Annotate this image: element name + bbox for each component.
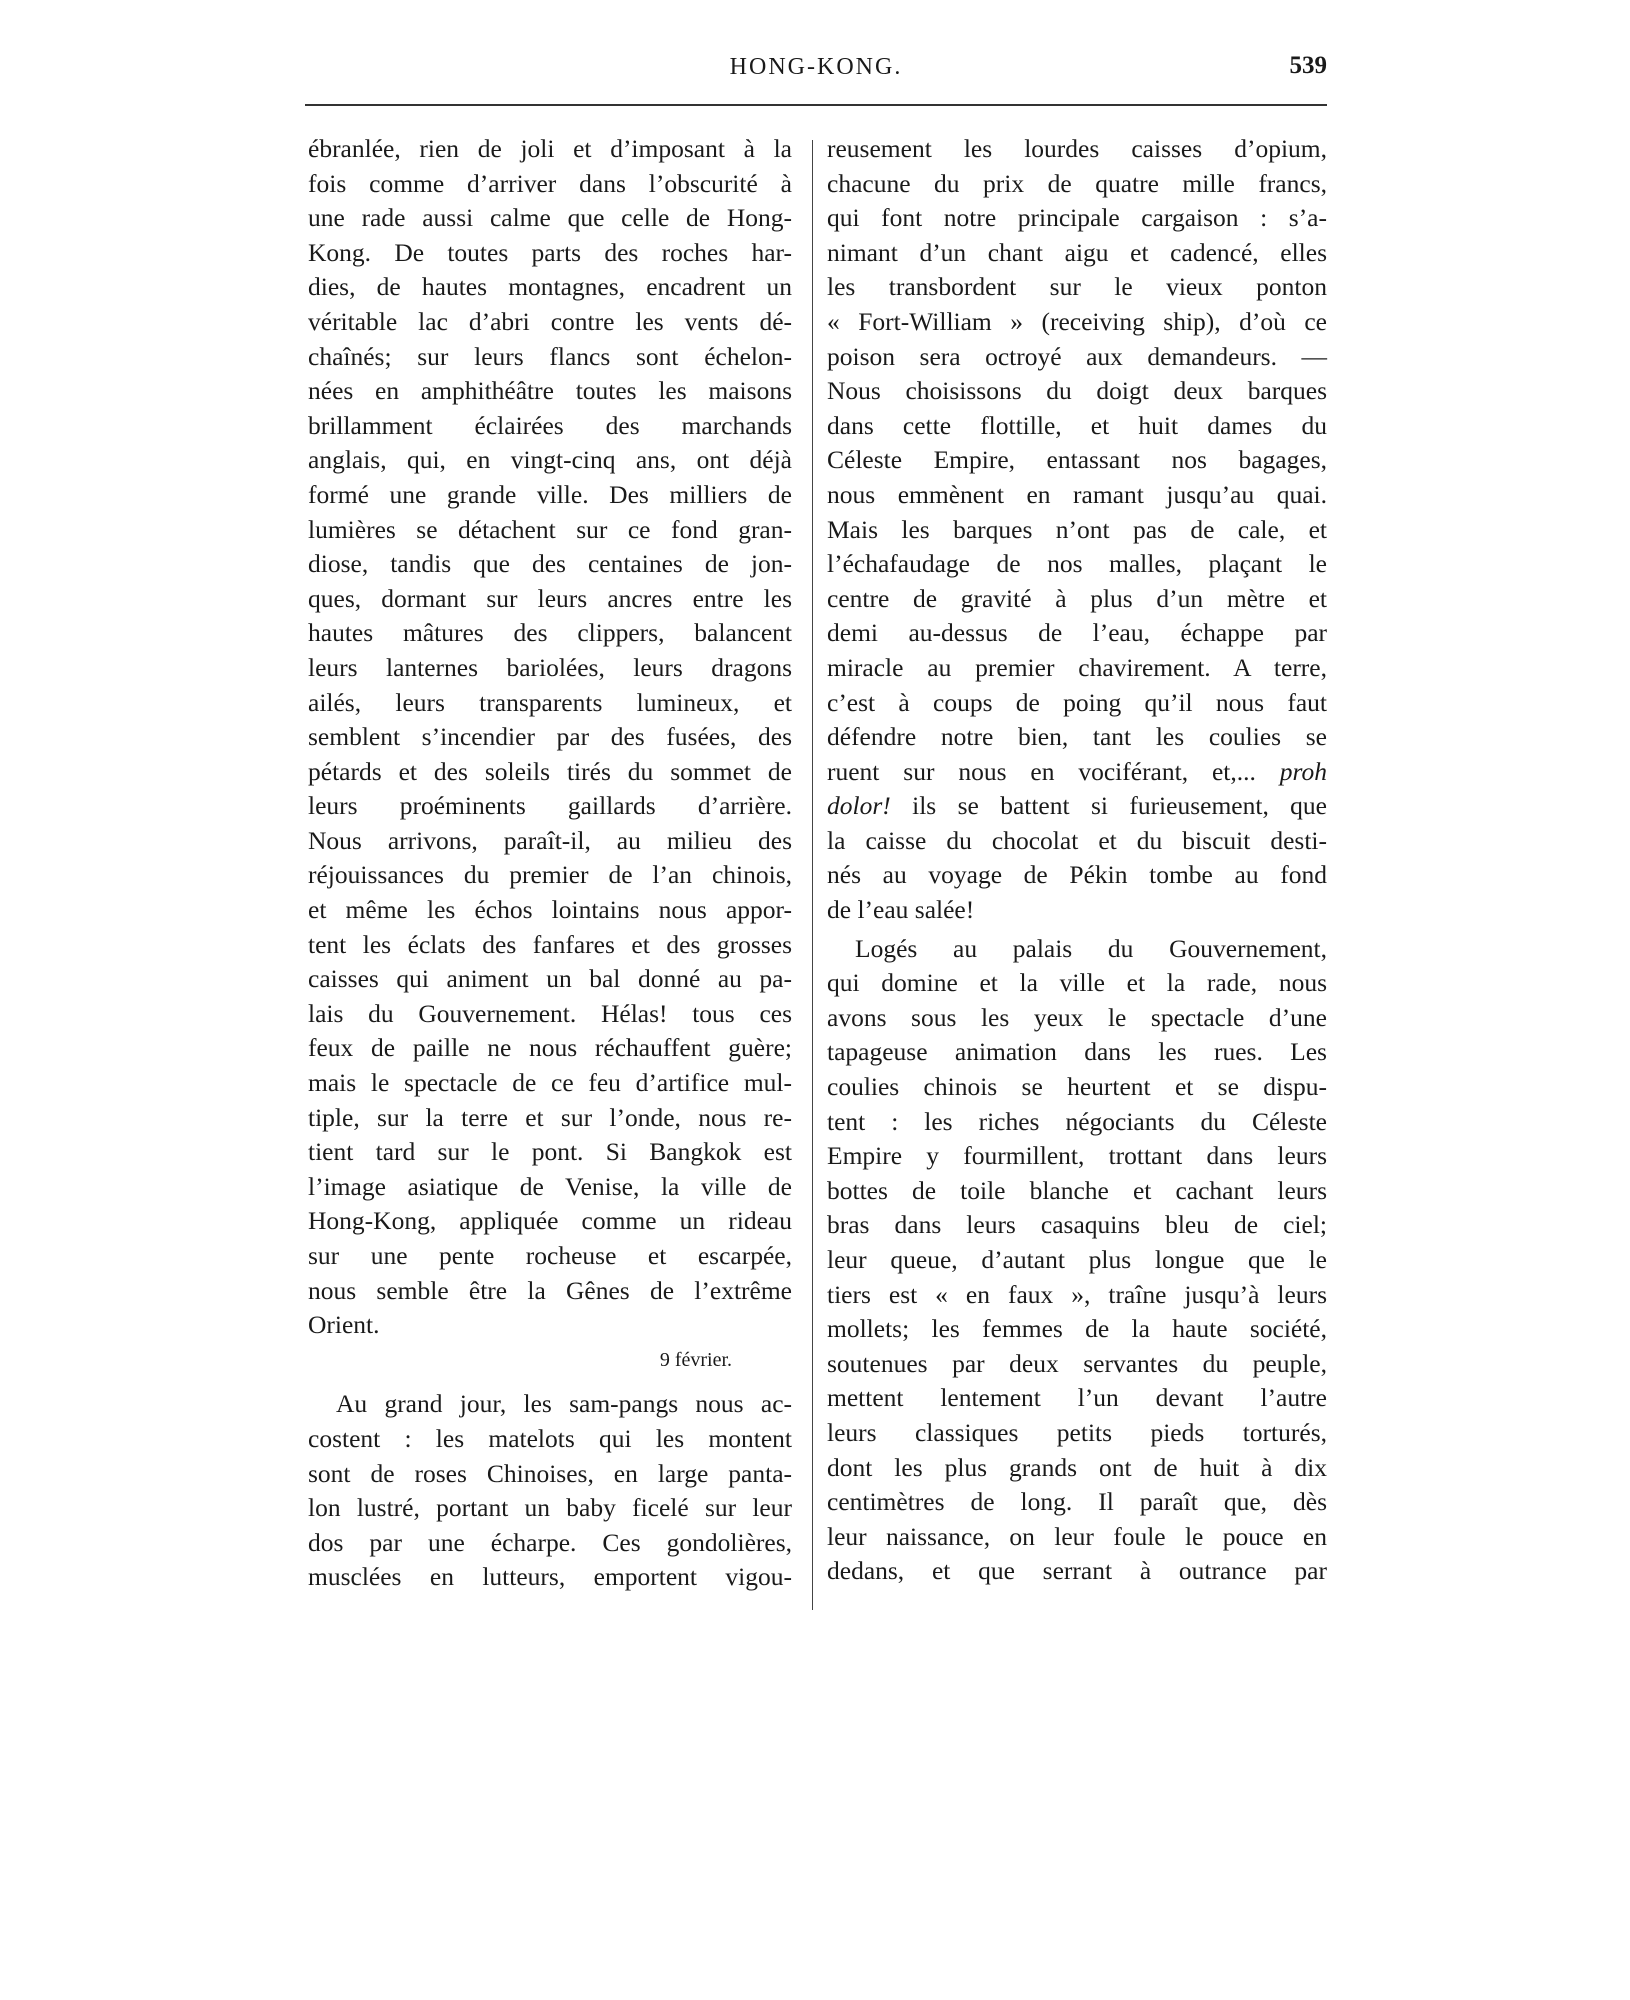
text-line: dans cette flottille, et huit dames du (827, 410, 1327, 440)
text-line: demi au-dessus de l’eau, échappe par (827, 618, 1327, 648)
text-line: réjouissances du premier de l’an chinois, (308, 860, 792, 890)
text-line: lumières se détachent sur ce fond gran- (308, 514, 792, 544)
text-line: nous emmènent en ramant jusqu’au quai. (827, 479, 1327, 509)
text-line: leur queue, d’autant plus longue que le (827, 1245, 1327, 1274)
text-line: les transbordent sur le vieux ponton (827, 272, 1327, 302)
text-line: chaînés; sur leurs flancs sont échelon- (308, 341, 792, 371)
text-line: leur naissance, on leur foule le pouce en (827, 1521, 1327, 1551)
text-line: et même les échos lointains nous appor- (308, 895, 792, 925)
left-column (308, 132, 792, 1595)
text-line: une rade aussi calme que celle de Hong- (308, 203, 792, 233)
text-line: dies, de hautes montagnes, encadrent un (308, 272, 792, 302)
text-line: lais du Gouvernement. Hélas! tous ces (308, 998, 792, 1028)
text-line: pétards et des soleils tirés du sommet de (308, 756, 792, 786)
text-line: ébranlée, rien de joli et d’imposant à la (308, 134, 792, 163)
text-line: défendre notre bien, tant les coulies se (827, 722, 1327, 752)
text-line: hautes mâtures des clippers, balancent (308, 618, 792, 648)
text-line-with-italic (827, 789, 1327, 824)
text-line: mollets; les femmes de la haute société, (827, 1314, 1327, 1344)
text-line: semblent s’incendier par des fusées, des (308, 722, 792, 752)
text-line: ailés, leurs transparents lumineux, et (308, 687, 792, 717)
text-line: centimètres de long. Il paraît que, dès (827, 1487, 1327, 1517)
text-line: qui domine et la ville et la rade, nous (827, 968, 1327, 998)
text-line: Logés au palais du Gouvernement, (855, 933, 1327, 963)
text-line: véritable lac d’abri contre les vents dé- (308, 306, 792, 336)
text-line: formé une grande ville. Des milliers de (308, 479, 792, 509)
text-line: caisses qui animent un bal donné au pa- (308, 964, 792, 994)
text-line: nimant d’un chant aigu et cadencé, elles (827, 237, 1327, 267)
running-title: HONG-KONG. (729, 54, 903, 80)
page-number: 539 (1289, 52, 1327, 79)
text-line: anglais, qui, en vingt-cinq ans, ont déjà (308, 445, 792, 475)
text-line: fois comme d’arriver dans l’obscurité à (308, 168, 792, 198)
text-line: Kong. De toutes parts des roches har- (308, 237, 792, 267)
text-line: de l’eau salée! (827, 895, 975, 925)
text-line: bottes de toile blanche et cachant leurs (827, 1175, 1327, 1205)
text-line: centre de gravité à plus d’un mètre et (827, 583, 1327, 613)
text-segment: ruent sur nous en vociférant, et,... (827, 756, 1256, 786)
text-line: tiers est « en faux », traîne jusqu’à leurs (827, 1279, 1327, 1309)
paragraph-opium-unloading (827, 132, 1327, 928)
running-head (305, 50, 1327, 90)
text-line: Au grand jour, les sam-pangs nous ac- (336, 1389, 792, 1419)
paragraph-hong-kong-arrival (308, 132, 792, 1343)
text-line: Orient. (308, 1310, 380, 1340)
text-line: tapageuse animation dans les rues. Les (827, 1037, 1327, 1067)
text-line: miracle au premier chavirement. A terre, (827, 652, 1327, 682)
text-line: nées en amphithéâtre toutes les maisons (308, 376, 792, 406)
text-line: diose, tandis que des centaines de jon- (308, 549, 792, 579)
text-line: coulies chinois se heurtent et se dispu- (827, 1072, 1327, 1102)
text-line: nés au voyage de Pékin tombe au fond (827, 860, 1327, 890)
text-line: dont les plus grands ont de huit à dix (827, 1452, 1327, 1482)
text-line: leurs proéminents gaillards d’arrière. (308, 791, 792, 821)
text-line: musclées en lutteurs, emportent vigou- (308, 1562, 792, 1592)
text-line: bras dans leurs casaquins bleu de ciel; (827, 1210, 1327, 1240)
text-line: tent : les riches négociants du Céleste (827, 1106, 1327, 1136)
paragraph-sam-pangs (308, 1387, 792, 1595)
text-line-with-italic (827, 755, 1327, 790)
text-line: Mais les barques n’ont pas de cale, et (827, 514, 1327, 544)
text-line: sont de roses Chinoises, en large panta- (308, 1458, 792, 1488)
text-line: lon lustré, portant un baby ficelé sur leur (308, 1493, 792, 1523)
italic-latin-phrase: dolor! (827, 791, 891, 821)
text-line: la caisse du chocolat et du biscuit desti- (827, 825, 1327, 855)
text-line: tient tard sur le pont. Si Bangkok est (308, 1137, 792, 1167)
paragraph-government-palace (827, 932, 1327, 1589)
text-line: Céleste Empire, entassant nos bagages, (827, 445, 1327, 475)
text-line: Nous arrivons, paraît-il, au milieu des (308, 825, 792, 855)
text-line: qui font notre principale cargaison : s’a- (827, 203, 1327, 233)
text-line: Hong-Kong, appliquée comme un rideau (308, 1206, 792, 1236)
text-line: tent les éclats des fanfares et des grosses (308, 929, 792, 959)
text-line: poison sera octroyé aux demandeurs. — (827, 341, 1327, 371)
text-line: dedans, et que serrant à outrance par (827, 1556, 1327, 1586)
text-line: sur une pente rocheuse et escarpée, (308, 1241, 792, 1270)
text-line: soutenues par deux servantes du peuple, (827, 1348, 1327, 1378)
text-line: l’échafaudage de nos malles, plaçant le (827, 549, 1327, 579)
text-line: reusement les lourdes caisses d’opium, (827, 134, 1327, 163)
date-heading: 9 février. (659, 1348, 732, 1371)
text-line: tiple, sur la terre et sur l’onde, nous re- (308, 1102, 792, 1132)
text-line: c’est à coups de poing qu’il nous faut (827, 687, 1327, 717)
text-line: mettent lentement l’un devant l’autre (827, 1383, 1327, 1413)
text-line: Empire y fourmillent, trottant dans leurs (827, 1141, 1327, 1171)
text-line: Nous choisissons du doigt deux barques (827, 376, 1327, 406)
italic-latin-phrase: proh (1279, 756, 1328, 786)
text-line: leurs classiques petits pieds torturés, (827, 1417, 1327, 1447)
paragraph-gap (308, 1377, 792, 1387)
text-line: avons sous les yeux le spectacle d’une (827, 1002, 1327, 1032)
text-line: leurs lanternes bariolées, leurs dragons (308, 652, 792, 682)
text-line: feux de paille ne nous réchauffent guère; (308, 1033, 792, 1063)
text-line: nous semble être la Gênes de l’extrême (308, 1275, 792, 1305)
text-line: ques, dormant sur leurs ancres entre les (308, 583, 792, 613)
text-line: chacune du prix de quatre mille francs, (827, 168, 1327, 198)
text-line: costent : les matelots qui les montent (308, 1423, 792, 1453)
text-line: dos par une écharpe. Ces gondolières, (308, 1527, 792, 1557)
text-line: brillamment éclairées des marchands (308, 410, 792, 440)
column-divider (812, 140, 813, 1610)
text-line: « Fort-William » (receiving ship), d’où ce (827, 306, 1327, 336)
text-segment: ils se battent si furieusement, que (912, 791, 1328, 821)
header-rule (305, 104, 1327, 106)
text-line: l’image asiatique de Venise, la ville de (308, 1171, 792, 1201)
text-line: mais le spectacle de ce feu d’artifice mul- (308, 1068, 792, 1098)
right-column (827, 132, 1327, 1589)
